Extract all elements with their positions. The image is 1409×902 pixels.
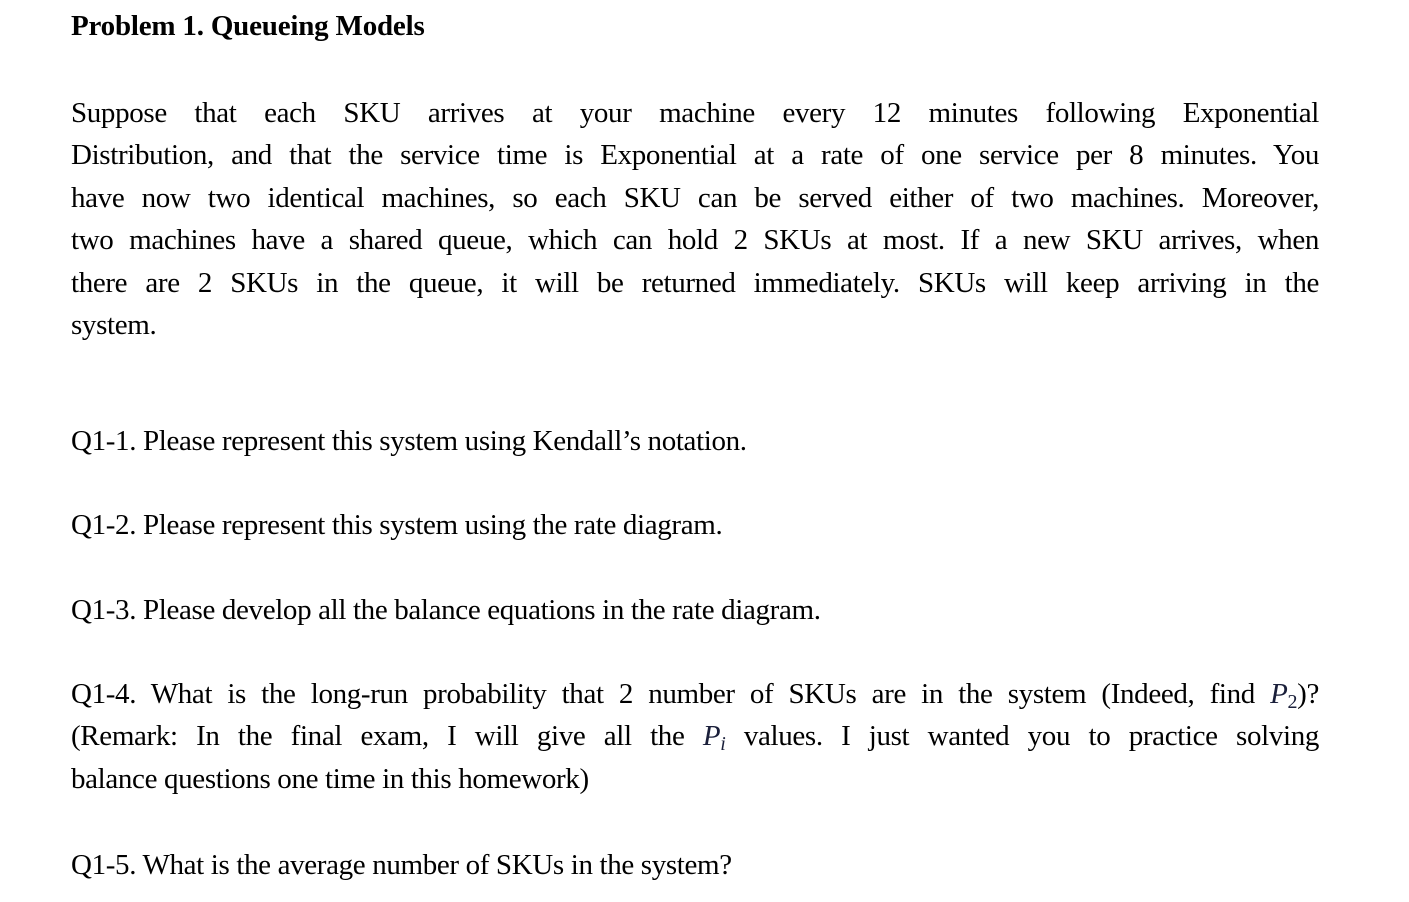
math-base: P: [1270, 678, 1288, 710]
math-pi: [702, 720, 726, 756]
question-q1-4-line-2: [71, 715, 1319, 757]
question-q1-3: Q1-3. Please develop all the balance equations in the rate diagram.: [71, 594, 821, 626]
math-base: P: [702, 720, 721, 753]
q4-text: Q1-4. What is the long-run probability that 2 number of SKUs are in the system (Indeed, find: [71, 678, 1271, 710]
q4-text: values. I just wanted you to practice solving: [725, 720, 1319, 753]
question-q1-4-line-1: [71, 673, 1319, 715]
question-q1-1: Q1-1. Please represent this system using Kendall’s notation.: [71, 425, 747, 457]
statement-line: Distribution, and that the service time is Exponential at a rate of one service per 8 minutes. You: [71, 139, 1319, 172]
question-q1-5: Q1-5. What is the average number of SKUs in the system?: [71, 849, 732, 881]
statement-line: have now two identical machines, so each SKU can be served either of two machines. Moreover,: [71, 181, 1319, 214]
question-q1-4-line-3: balance questions one time in this homework): [71, 762, 589, 795]
question-q1-2: Q1-2. Please represent this system using the rate diagram.: [71, 509, 723, 541]
statement-line: Suppose that each SKU arrives at your machine every 12 minutes following Exponential: [71, 97, 1319, 129]
math-subscript: 2: [1287, 691, 1298, 713]
statement-line: two machines have a shared queue, which can hold 2 SKUs at most. If a new SKU arrives, when: [71, 224, 1319, 257]
statement-line: system.: [71, 309, 157, 342]
problem-statement: [71, 92, 1319, 346]
question-q1-4: [71, 673, 1319, 800]
q4-text: (Remark: In the final exam, I will give all the: [71, 720, 703, 753]
math-subscript: i: [720, 733, 726, 756]
problem-title: Problem 1. Queueing Models: [71, 10, 425, 42]
q4-text: )?: [1297, 678, 1319, 710]
statement-line: there are 2 SKUs in the queue, it will be returned immediately. SKUs will keep arriving in the: [71, 266, 1319, 299]
math-p2: [1270, 678, 1298, 713]
